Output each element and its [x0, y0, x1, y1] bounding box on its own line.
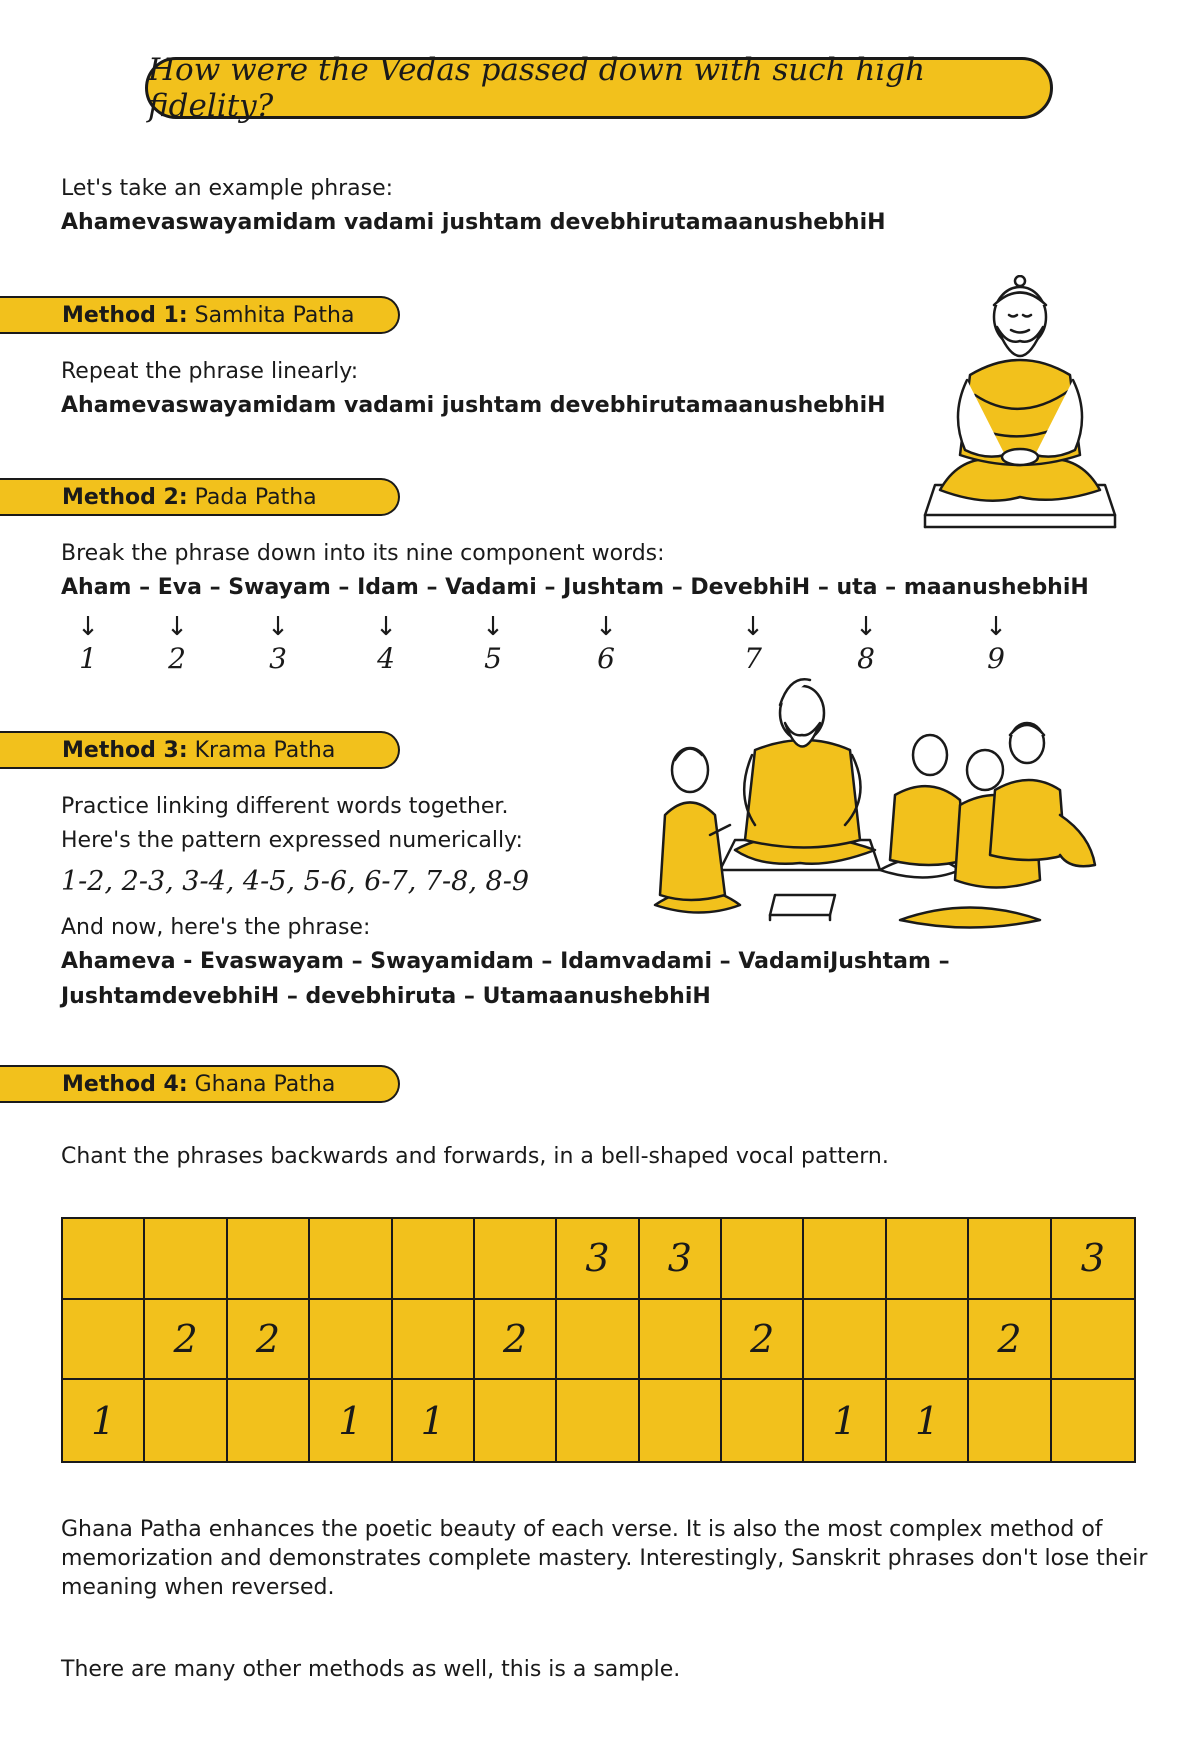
ghana-cell — [1052, 1380, 1134, 1461]
method-4-instruction: Chant the phrases backwards and forwards, in a bell-shaped vocal pattern. — [61, 1144, 889, 1169]
method-1-heading — [0, 296, 400, 334]
ghana-cell — [63, 1219, 145, 1300]
ghana-cell: 1 — [63, 1380, 145, 1461]
word-number: 9 — [987, 642, 1005, 675]
word-number: 5 — [484, 642, 502, 675]
ghana-cell — [475, 1380, 557, 1461]
ghana-cell — [640, 1300, 722, 1381]
word-number: 4 — [377, 642, 395, 675]
down-arrow-icon: ↓ — [267, 612, 289, 642]
method-2-instruction: Break the phrase down into its nine component words: — [61, 541, 665, 566]
ghana-cell — [228, 1380, 310, 1461]
ghana-cell — [310, 1300, 392, 1381]
method-1-instruction: Repeat the phrase linearly: — [61, 359, 359, 384]
ghana-cell — [145, 1380, 227, 1461]
ghana-cell — [475, 1219, 557, 1300]
ghana-cell: 1 — [393, 1380, 475, 1461]
ghana-cell — [145, 1219, 227, 1300]
word-number: 8 — [857, 642, 875, 675]
method-3-name: Krama Patha — [194, 738, 336, 763]
ghana-cell: 2 — [969, 1300, 1051, 1381]
method-3-line-1: Practice linking different words together. — [61, 794, 509, 819]
method-2-name: Pada Patha — [194, 485, 317, 510]
ghana-cell — [969, 1380, 1051, 1461]
method-3-phrase-1: Ahameva - Evaswayam – Swayamidam – Idamvadami – VadamiJushtam – — [61, 949, 950, 974]
ghana-cell: 2 — [475, 1300, 557, 1381]
down-arrow-icon: ↓ — [375, 612, 397, 642]
ghana-cell — [722, 1219, 804, 1300]
word-index-1 — [68, 612, 108, 676]
method-3-line-3: And now, here's the phrase: — [61, 915, 371, 940]
method-2-heading — [0, 478, 400, 516]
word-number: 6 — [597, 642, 615, 675]
page-title: How were the Vedas passed down with such high fidelity? — [145, 57, 1053, 119]
ghana-cell: 1 — [804, 1380, 886, 1461]
method-2-prefix: Method 2: — [62, 485, 188, 510]
method-4-name: Ghana Patha — [194, 1072, 336, 1097]
ghana-cell — [557, 1380, 639, 1461]
method-3-prefix: Method 3: — [62, 738, 188, 763]
ghana-cell — [1052, 1300, 1134, 1381]
word-index-5 — [473, 612, 513, 676]
method-3-line-2: Here's the pattern expressed numerically: — [61, 828, 523, 853]
word-index-8 — [846, 612, 886, 676]
intro-label: Let's take an example phrase: — [61, 176, 394, 201]
ghana-cell: 3 — [557, 1219, 639, 1300]
ghana-pattern-grid — [61, 1217, 1136, 1463]
down-arrow-icon: ↓ — [985, 612, 1007, 642]
down-arrow-icon: ↓ — [166, 612, 188, 642]
method-1-phrase: Ahamevaswayamidam vadami jushtam devebhirutamaanushebhiH — [61, 393, 886, 418]
ghana-cell — [969, 1219, 1051, 1300]
method-3-phrase-2: JushtamdevebhiH – devebhiruta – UtamaanushebhiH — [61, 984, 711, 1009]
teacher-students-illustration — [640, 675, 1110, 935]
down-arrow-icon: ↓ — [855, 612, 877, 642]
ghana-cell: 2 — [722, 1300, 804, 1381]
ghana-cell: 3 — [1052, 1219, 1134, 1300]
ghana-cell — [640, 1380, 722, 1461]
method-3-heading — [0, 731, 400, 769]
ghana-cell — [804, 1219, 886, 1300]
ghana-cell — [722, 1380, 804, 1461]
ghana-cell — [393, 1219, 475, 1300]
method-1-prefix: Method 1: — [62, 303, 188, 328]
ghana-cell — [887, 1219, 969, 1300]
method-2-words: Aham – Eva – Swayam – Idam – Vadami – Jushtam – DevebhiH – uta – maanushebhiH — [61, 575, 1089, 600]
ghana-cell — [887, 1300, 969, 1381]
word-index-2 — [157, 612, 197, 676]
meditating-sage-illustration — [905, 275, 1135, 535]
word-index-3 — [258, 612, 298, 676]
ghana-cell: 1 — [310, 1380, 392, 1461]
word-index-9 — [976, 612, 1016, 676]
ghana-cell: 1 — [887, 1380, 969, 1461]
krama-pattern: 1-2, 2-3, 3-4, 4-5, 5-6, 6-7, 7-8, 8-9 — [61, 866, 529, 897]
ghana-cell — [228, 1219, 310, 1300]
word-index-4 — [366, 612, 406, 676]
intro-phrase: Ahamevaswayamidam vadami jushtam devebhirutamaanushebhiH — [61, 210, 886, 235]
word-index-6 — [586, 612, 626, 676]
method-4-prefix: Method 4: — [62, 1072, 188, 1097]
ghana-cell: 3 — [640, 1219, 722, 1300]
ghana-cell: 2 — [228, 1300, 310, 1381]
down-arrow-icon: ↓ — [482, 612, 504, 642]
down-arrow-icon: ↓ — [595, 612, 617, 642]
ghana-cell: 2 — [145, 1300, 227, 1381]
method-1-name: Samhita Patha — [194, 303, 355, 328]
closing-note: There are many other methods as well, this is a sample. — [61, 1657, 681, 1682]
word-number: 2 — [168, 642, 186, 675]
ghana-cell — [310, 1219, 392, 1300]
ghana-cell — [393, 1300, 475, 1381]
closing-paragraph: Ghana Patha enhances the poetic beauty of each verse. It is also the most complex method of memorization and demonstrates complete mastery. Interestingly, Sanskrit phrases don't lose their meaning when reversed. — [61, 1517, 1148, 1600]
word-number: 1 — [79, 642, 97, 675]
down-arrow-icon: ↓ — [77, 612, 99, 642]
word-number: 7 — [744, 642, 762, 675]
down-arrow-icon: ↓ — [742, 612, 764, 642]
ghana-cell — [557, 1300, 639, 1381]
ghana-cell — [804, 1300, 886, 1381]
word-number: 3 — [269, 642, 287, 675]
word-index-7 — [733, 612, 773, 676]
method-4-heading — [0, 1065, 400, 1103]
ghana-cell — [63, 1300, 145, 1381]
